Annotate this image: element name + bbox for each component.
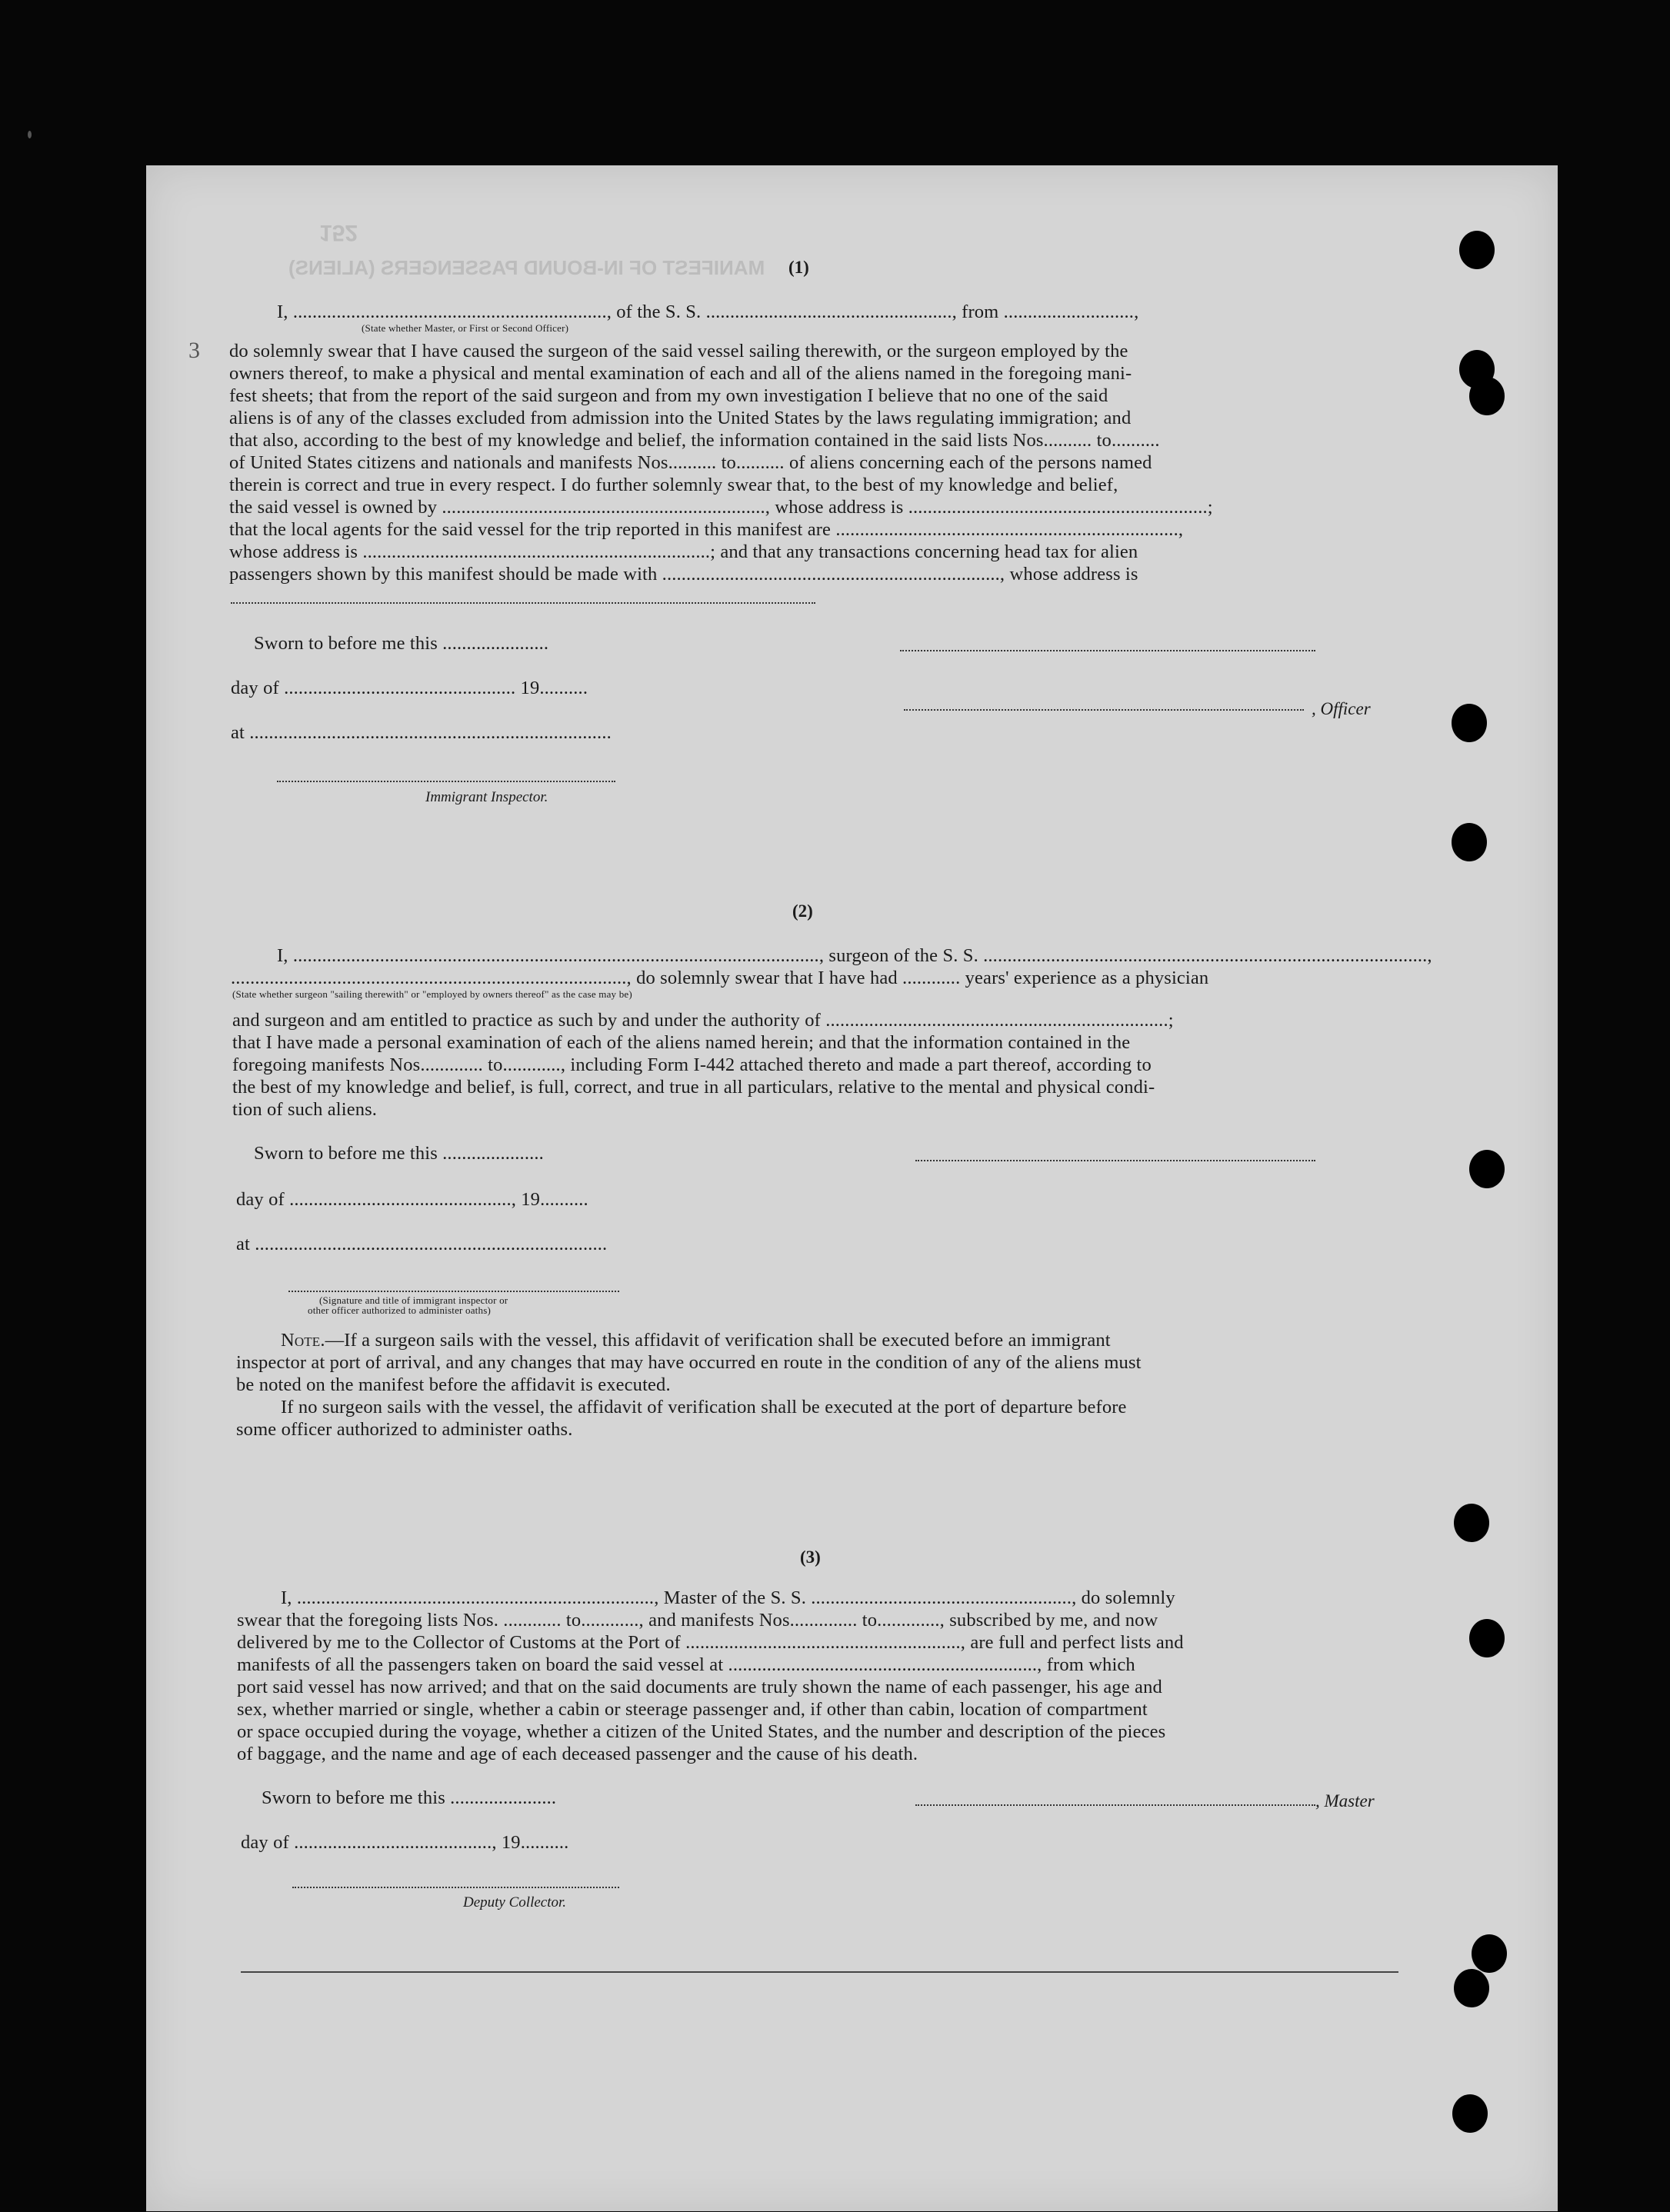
section-2-body-line: tion of such aliens. [232, 1099, 378, 1120]
section-1-caption: (State whether Master, or First or Second Officer) [362, 322, 569, 334]
section-3-body-line: or space occupied during the voyage, whether a citizen of the United States, and the number and description of the pieces [237, 1721, 1166, 1742]
punch-hole [1469, 1150, 1505, 1188]
section-1-body-line: of United States citizens and nationals and manifests Nos.......... to.......... of aliens concerning each of the persons named [229, 452, 1152, 473]
section-1-sworn: Sworn to before me this ...................... [254, 633, 549, 654]
section-3-number: (3) [800, 1547, 821, 1567]
section-2-line-i: I, ............................................................................................................., surgeon of the S. S. ............................................................................................, [277, 945, 1432, 966]
section-2-caption-sig: (Signature and title of immigrant inspector or [319, 1294, 508, 1306]
section-3-body-line: sex, whether married or single, whether a cabin or steerage passenger and, if other than cabin, location of compartment [237, 1699, 1148, 1720]
section-1-body-line: whose address is ........................................................................; and that any transactions concerning head tax for alien [229, 541, 1138, 562]
section-1-inspector-label: Immigrant Inspector. [425, 789, 548, 805]
section-1-body-line: therein is correct and true in every respect. I do further solemnly swear that, to the best of my knowledge and belief, [229, 475, 1118, 495]
punch-hole [1459, 231, 1495, 269]
note-line [281, 1329, 1111, 1351]
surgeon-signature-line [915, 1160, 1315, 1161]
note-label: Note. [281, 1330, 325, 1351]
section-1-body-line: passengers shown by this manifest should be made with ......................................................................, whose address is [229, 564, 1138, 585]
section-1-body-line: that the local agents for the said vessel for the trip reported in this manifest are ......................................................................., [229, 519, 1184, 540]
section-3-body-line: port said vessel has now arrived; and that on the said documents are truly shown the name of each passenger, his age and [237, 1677, 1162, 1697]
section-3-body-line: manifests of all the passengers taken on board the said vessel at ................................................................, from which [237, 1654, 1135, 1675]
section-3-body-line: I, .........................................................................., Master of the S. S. ......................................................, do solemnly [281, 1587, 1175, 1608]
section-2-line-2: .................................................................................., do solemnly swear that I have had ............ years' experience as a physician [231, 968, 1209, 988]
section-1-body-line: do solemnly swear that I have caused the surgeon of the said vessel sailing therewith, or the surgeon employed by the [229, 341, 1128, 361]
margin-mark: 3 [188, 338, 200, 363]
section-2-sworn: Sworn to before me this ..................... [254, 1143, 544, 1164]
section-3-body-line: of baggage, and the name and age of each deceased passenger and the cause of his death. [237, 1744, 918, 1764]
section-1-body-line: that also, according to the best of my knowledge and belief, the information contained in the said lists Nos.......... to.......... [229, 430, 1160, 451]
address-blank-line [231, 602, 815, 604]
note-line: If no surgeon sails with the vessel, the affidavit of verification shall be executed at the port of departure before [281, 1397, 1127, 1417]
section-3-collector-label: Deputy Collector. [463, 1894, 567, 1911]
section-3-day: day of ........................................., 19.......... [241, 1832, 569, 1853]
section-1-body-line: the said vessel is owned by ..................................................................., whose address is ..............................................................; [229, 497, 1213, 518]
inspector-signature-line [277, 781, 615, 782]
section-2-body-line: and surgeon and am entitled to practice as such by and under the authority of .......................................................................; [232, 1010, 1174, 1031]
section-1-line-i: I, ................................................................., of the S. S. ..................................................., from ..........................., [277, 301, 1139, 322]
punch-hole [1454, 1969, 1489, 2007]
section-1-officer-label: , Officer [1312, 699, 1371, 718]
document-sheet [146, 165, 1558, 2211]
section-1-body-line: owners thereof, to make a physical and mental examination of each and all of the aliens named in the foregoing mani- [229, 363, 1132, 384]
section-2-at: at ......................................................................... [236, 1234, 608, 1254]
officer-line [900, 650, 1315, 651]
section-3-body-line: delivered by me to the Collector of Customs at the Port of ........................................................., are full and perfect lists and [237, 1632, 1184, 1653]
section-3-body-line: swear that the foregoing lists Nos. ............ to............, and manifests Nos.............. to............., subscribed by me, and now [237, 1610, 1158, 1631]
section-2-caption: (State whether surgeon "sailing therewith" or "employed by owners thereof" as the case may be) [232, 988, 632, 1000]
bleed-through-number: 152 [319, 220, 358, 245]
section-2-body-line: the best of my knowledge and belief, is full, correct, and true in all particulars, relative to the mental and physical condi- [232, 1077, 1155, 1098]
punch-hole [1452, 823, 1487, 861]
officer-line [904, 709, 1304, 711]
section-2-number: (2) [792, 901, 813, 921]
note-line: be noted on the manifest before the affidavit is executed. [236, 1374, 671, 1395]
scan-speck [28, 131, 32, 138]
section-1-at: at ........................................................................... [231, 722, 612, 743]
bleed-through-title: MANIFEST OF IN-BOUND PASSENGERS (ALIENS) [288, 256, 765, 279]
punch-hole [1452, 704, 1487, 742]
punch-hole [1454, 1504, 1489, 1542]
note-line: inspector at port of arrival, and any changes that may have occurred en route in the condition of any of the aliens must [236, 1352, 1142, 1373]
section-1-number: (1) [788, 258, 809, 277]
section-2-body-line: that I have made a personal examination of each of the aliens named herein; and that the information contained in the [232, 1032, 1131, 1053]
section-1-day: day of ................................................ 19.......... [231, 678, 588, 698]
section-2-caption-sig-2: other officer authorized to administer oaths) [308, 1304, 491, 1316]
collector-signature-line [292, 1887, 619, 1888]
bottom-rule [241, 1971, 1398, 1973]
section-3-master-label: , Master [1315, 1791, 1375, 1811]
section-3-sworn: Sworn to before me this ...................... [262, 1787, 557, 1808]
punch-hole [1452, 2094, 1488, 2133]
punch-hole [1472, 1934, 1507, 1973]
section-2-day: day of .............................................., 19.......... [236, 1189, 588, 1210]
note-line: some officer authorized to administer oaths. [236, 1419, 573, 1440]
punch-hole [1469, 377, 1505, 415]
master-signature-line [915, 1804, 1315, 1806]
section-1-body-line: aliens is of any of the classes excluded from admission into the United States by the laws regulating immigration; and [229, 408, 1132, 428]
section-1-body-line: fest sheets; that from the report of the said surgeon and from my own investigation I believe that no one of the said [229, 385, 1108, 406]
inspector-signature-line [288, 1291, 619, 1292]
note-text: —If a surgeon sails with the vessel, this affidavit of verification shall be executed before an immigrant [325, 1330, 1111, 1351]
section-2-body-line: foregoing manifests Nos............. to............, including Form I-442 attached thereto and made a part thereof, according to [232, 1054, 1152, 1075]
punch-hole [1469, 1619, 1505, 1657]
